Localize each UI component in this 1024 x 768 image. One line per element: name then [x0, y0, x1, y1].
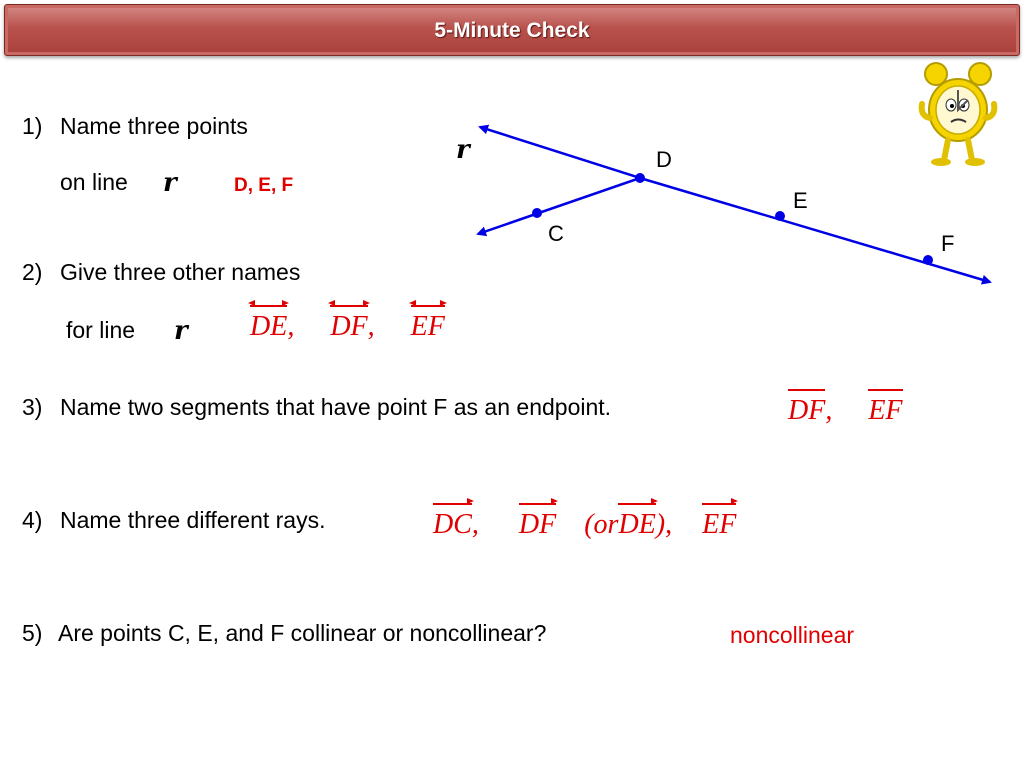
q2-answers [250, 311, 445, 343]
label-e: E [793, 188, 808, 213]
ray-dc-label [433, 509, 472, 541]
q3-answers [788, 395, 903, 427]
q2-answer-3: EF [410, 311, 445, 342]
ray-de-label [618, 509, 655, 541]
q4-answer-4: EF [702, 509, 737, 540]
comma: , [367, 311, 375, 342]
page-title: 5-Minute Check [434, 19, 590, 42]
segment-ef [868, 395, 902, 427]
line-r-right [640, 178, 990, 282]
diagram-line-label: r [456, 135, 470, 165]
point-f [923, 255, 933, 265]
comma: , [825, 395, 833, 426]
comma: , [287, 311, 295, 342]
ray-ef-label [702, 509, 736, 541]
q1-number: 1) [22, 113, 43, 139]
q1-text-line2: on line [60, 169, 128, 195]
q1-text: Name three points [60, 113, 248, 139]
q4-number: 4) [22, 507, 43, 533]
point-e [775, 211, 785, 221]
q4-answer-3: DE [618, 509, 656, 540]
q1-line-name: r [163, 168, 177, 198]
q4-text: Name three different rays. [60, 507, 326, 533]
q4-answer-2: DF [518, 509, 557, 540]
q2-number: 2) [22, 259, 43, 285]
line-ef [411, 311, 445, 343]
line-df [330, 311, 367, 343]
q3-answer-2: EF [868, 395, 903, 426]
q2-answer-2: DF [330, 311, 368, 342]
line-de [250, 311, 287, 343]
label-d: D [656, 147, 672, 172]
ray-df-label [519, 509, 556, 541]
q4-answer-1: DC [433, 509, 472, 540]
q3-number: 3) [22, 394, 43, 420]
q5-number: 5) [22, 620, 43, 646]
q1-answer: D, E, F [234, 175, 294, 196]
q4-answers [433, 509, 736, 541]
close-paren: ), [655, 509, 673, 540]
q3-text: Name two segments that have point F as an endpoint. [60, 394, 612, 420]
label-c: C [548, 221, 564, 246]
title-banner [4, 4, 1020, 56]
point-c [532, 208, 542, 218]
line-diagram [440, 110, 1000, 300]
q3-answer-1: DF [788, 395, 826, 426]
q2-line-name: r [174, 316, 188, 346]
segment-df [788, 395, 825, 427]
q2-answer-1: DE [250, 311, 288, 342]
line-r [480, 127, 640, 178]
q2-text: Give three other names [60, 259, 301, 285]
q2-text-line2: for line [66, 317, 136, 343]
label-f: F [941, 231, 955, 256]
q5-text: Are points C, E, and F collinear or noncollinear? [58, 620, 547, 646]
point-d [635, 173, 645, 183]
q4-or: (or [584, 509, 619, 540]
comma: , [471, 509, 479, 540]
q5-answer: noncollinear [730, 622, 855, 648]
